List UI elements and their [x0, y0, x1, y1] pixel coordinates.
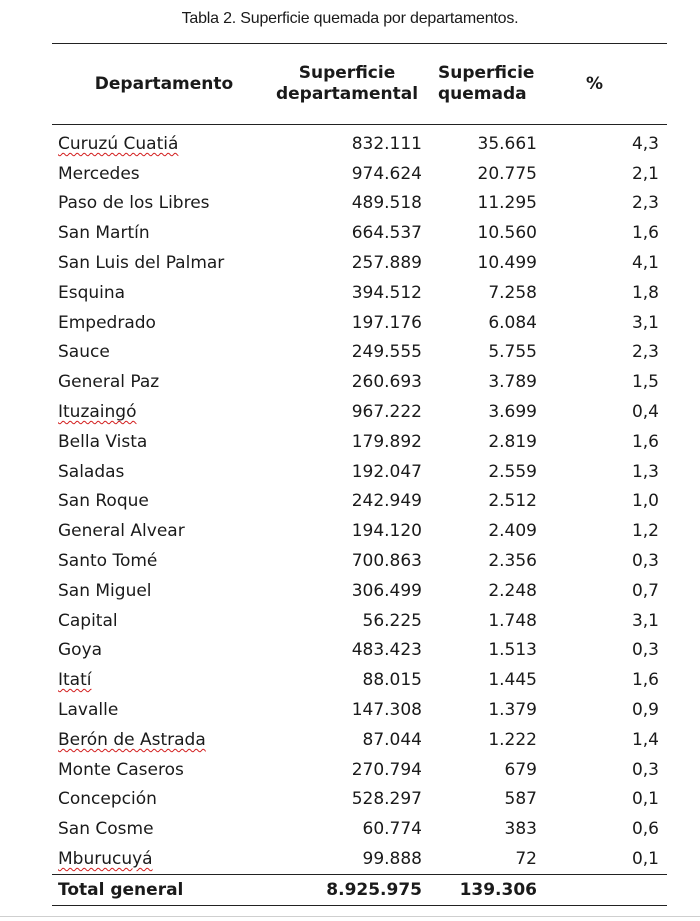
- cell-pct: 2,3: [631, 342, 659, 363]
- cell-superficie: 99.888: [362, 849, 422, 870]
- cell-departamento: [52, 665, 268, 695]
- table-row: [52, 189, 667, 219]
- cell-quemada: 2.248: [488, 580, 537, 601]
- cell-superficie: 192.047: [351, 461, 422, 482]
- table-row: [52, 397, 667, 427]
- departamento-name: Santo Tomé: [58, 551, 158, 572]
- burned-area-table: [52, 43, 667, 906]
- table-row: [52, 844, 667, 874]
- table-row: [52, 159, 667, 189]
- cell-pct: 1,2: [631, 521, 659, 542]
- departamento-name: San Luis del Palmar: [58, 253, 225, 274]
- cell-pct: 3,1: [631, 312, 659, 333]
- table-row: [52, 636, 667, 666]
- cell-quemada: 72: [515, 849, 537, 870]
- departamento-name: Lavalle: [58, 700, 119, 721]
- cell-pct: 0,3: [631, 640, 659, 661]
- cell-quemada: 1.222: [488, 729, 537, 750]
- cell-superficie: 179.892: [351, 431, 422, 452]
- cell-departamento: [52, 814, 268, 844]
- table-row: [52, 278, 667, 308]
- departamento-name: Berón de Astrada: [58, 729, 206, 750]
- cell-superficie: 967.222: [351, 402, 422, 423]
- cell-quemada: 2.356: [488, 551, 537, 572]
- cell-superficie: 270.794: [351, 759, 422, 780]
- table-row: [52, 308, 667, 338]
- table-row: [52, 576, 667, 606]
- cell-pct: 1,6: [631, 223, 659, 244]
- table-row: [52, 814, 667, 844]
- cell-departamento: [52, 844, 268, 874]
- cell-quemada: 587: [504, 789, 537, 810]
- departamento-name: San Miguel: [58, 580, 152, 601]
- cell-pct: 2,1: [631, 163, 659, 184]
- cell-departamento: [52, 308, 268, 338]
- departamento-name: Paso de los Libres: [58, 193, 210, 214]
- departamento-name: Ituzaingó: [58, 402, 137, 423]
- cell-departamento: [52, 457, 268, 487]
- cell-pct: 0,9: [631, 700, 659, 721]
- cell-quemada: 6.084: [488, 312, 537, 333]
- cell-pct: 0,1: [631, 849, 659, 870]
- table-header: [52, 44, 667, 125]
- table-row: [52, 338, 667, 368]
- cell-pct: 0,1: [631, 789, 659, 810]
- cell-superficie: 306.499: [351, 580, 422, 601]
- departamento-name: San Cosme: [58, 819, 154, 840]
- table-row: [52, 665, 667, 695]
- cell-departamento: [52, 427, 268, 457]
- cell-superficie: 56.225: [362, 610, 422, 631]
- departamento-name: Curuzú Cuatiá: [58, 133, 179, 154]
- cell-pct: 0,7: [631, 580, 659, 601]
- cell-departamento: [52, 785, 268, 815]
- cell-quemada: 11.295: [477, 193, 537, 214]
- cell-departamento: [52, 725, 268, 755]
- header-superficie-quemada: Superficie quemada: [426, 44, 545, 125]
- cell-pct: 3,1: [631, 610, 659, 631]
- cell-quemada: 1.748: [488, 610, 537, 631]
- total-quemada: 139.306: [426, 874, 545, 905]
- departamento-name: Sauce: [58, 342, 110, 363]
- header-row: [52, 44, 667, 125]
- cell-pct: 1,6: [631, 670, 659, 691]
- cell-quemada: 383: [504, 819, 537, 840]
- table-row: [52, 755, 667, 785]
- cell-quemada: 5.755: [488, 342, 537, 363]
- cell-quemada: 7.258: [488, 282, 537, 303]
- cell-superficie: 194.120: [351, 521, 422, 542]
- cell-departamento: [52, 248, 268, 278]
- cell-departamento: [52, 755, 268, 785]
- cell-quemada: 3.699: [488, 402, 537, 423]
- cell-departamento: [52, 516, 268, 546]
- cell-pct: 1,6: [631, 431, 659, 452]
- cell-superficie: 87.044: [362, 729, 422, 750]
- departamento-name: Itatí: [58, 670, 92, 691]
- cell-pct: 1,5: [631, 372, 659, 393]
- table-row: [52, 218, 667, 248]
- cell-superficie: 257.889: [351, 253, 422, 274]
- departamento-name: General Alvear: [58, 521, 185, 542]
- departamento-name: San Martín: [58, 223, 150, 244]
- cell-superficie: 242.949: [351, 491, 422, 512]
- cell-departamento: [52, 695, 268, 725]
- departamento-name: Esquina: [58, 282, 126, 303]
- table-footer: [52, 874, 667, 905]
- table-row: [52, 367, 667, 397]
- cell-departamento: [52, 606, 268, 636]
- cell-departamento: [52, 636, 268, 666]
- cell-departamento: [52, 397, 268, 427]
- cell-superficie: 700.863: [351, 551, 422, 572]
- cell-departamento: [52, 338, 268, 368]
- total-superficie: 8.925.975: [268, 874, 426, 905]
- cell-superficie: 88.015: [362, 670, 422, 691]
- cell-superficie: 147.308: [351, 700, 422, 721]
- departamento-name: Empedrado: [58, 312, 156, 333]
- table-body: [52, 125, 667, 875]
- cell-quemada: 1.445: [488, 670, 537, 691]
- cell-pct: 4,3: [631, 133, 659, 154]
- cell-pct: 4,1: [631, 253, 659, 274]
- cell-pct: 0,3: [631, 759, 659, 780]
- header-departamento: Departamento: [52, 44, 268, 125]
- cell-superficie: 249.555: [351, 342, 422, 363]
- cell-superficie: 974.624: [351, 163, 422, 184]
- cell-departamento: [52, 218, 268, 248]
- departamento-name: Concepción: [58, 789, 157, 810]
- cell-departamento: [52, 159, 268, 189]
- cell-superficie: 489.518: [351, 193, 422, 214]
- cell-superficie: 483.423: [351, 640, 422, 661]
- departamento-name: Capital: [58, 610, 118, 631]
- cell-quemada: 2.512: [488, 491, 537, 512]
- cell-departamento: [52, 125, 268, 159]
- header-superficie-departamental: Superficie departamental: [268, 44, 426, 125]
- cell-departamento: [52, 367, 268, 397]
- departamento-name: Mercedes: [58, 163, 140, 184]
- cell-departamento: [52, 487, 268, 517]
- table-row: [52, 695, 667, 725]
- departamento-name: Bella Vista: [58, 431, 148, 452]
- cell-superficie: 394.512: [351, 282, 422, 303]
- cell-pct: 1,0: [631, 491, 659, 512]
- table-row: [52, 725, 667, 755]
- cell-pct: 1,8: [631, 282, 659, 303]
- cell-pct: 1,3: [631, 461, 659, 482]
- total-row: [52, 874, 667, 905]
- table-row: [52, 125, 667, 159]
- departamento-name: Goya: [58, 640, 103, 661]
- cell-quemada: 20.775: [477, 163, 537, 184]
- cell-pct: 0,3: [631, 551, 659, 572]
- cell-quemada: 35.661: [477, 133, 537, 154]
- total-pct: [545, 874, 667, 905]
- cell-quemada: 2.409: [488, 521, 537, 542]
- departamento-name: General Paz: [58, 372, 160, 393]
- cell-quemada: 679: [504, 759, 537, 780]
- cell-departamento: [52, 189, 268, 219]
- cell-departamento: [52, 576, 268, 606]
- table-row: [52, 606, 667, 636]
- cell-pct: 1,4: [631, 729, 659, 750]
- cell-quemada: 2.819: [488, 431, 537, 452]
- cell-pct: 2,3: [631, 193, 659, 214]
- cell-superficie: 832.111: [351, 133, 422, 154]
- cell-superficie: 197.176: [351, 312, 422, 333]
- table-row: [52, 546, 667, 576]
- cell-superficie: 260.693: [351, 372, 422, 393]
- table-row: [52, 785, 667, 815]
- cell-quemada: 10.499: [477, 253, 537, 274]
- table-caption: Tabla 2. Superficie quemada por departamentos.: [181, 10, 519, 27]
- departamento-name: Mburucuyá: [58, 849, 153, 870]
- cell-superficie: 528.297: [351, 789, 422, 810]
- table-row: [52, 516, 667, 546]
- cell-superficie: 60.774: [362, 819, 422, 840]
- page-bottom-rule: [0, 916, 700, 917]
- table-row: [52, 427, 667, 457]
- cell-pct: 0,6: [631, 819, 659, 840]
- cell-quemada: 2.559: [488, 461, 537, 482]
- cell-quemada: 10.560: [477, 223, 537, 244]
- cell-pct: 0,4: [631, 402, 659, 423]
- departamento-name: San Roque: [58, 491, 149, 512]
- cell-superficie: 664.537: [351, 223, 422, 244]
- cell-quemada: 1.513: [488, 640, 537, 661]
- table-row: [52, 487, 667, 517]
- departamento-name: Monte Caseros: [58, 759, 184, 780]
- table-row: [52, 457, 667, 487]
- header-porcentaje: %: [545, 44, 667, 125]
- table-row: [52, 248, 667, 278]
- cell-departamento: [52, 278, 268, 308]
- cell-quemada: 1.379: [488, 700, 537, 721]
- total-label: Total general: [52, 874, 268, 905]
- departamento-name: Saladas: [58, 461, 125, 482]
- cell-departamento: [52, 546, 268, 576]
- cell-quemada: 3.789: [488, 372, 537, 393]
